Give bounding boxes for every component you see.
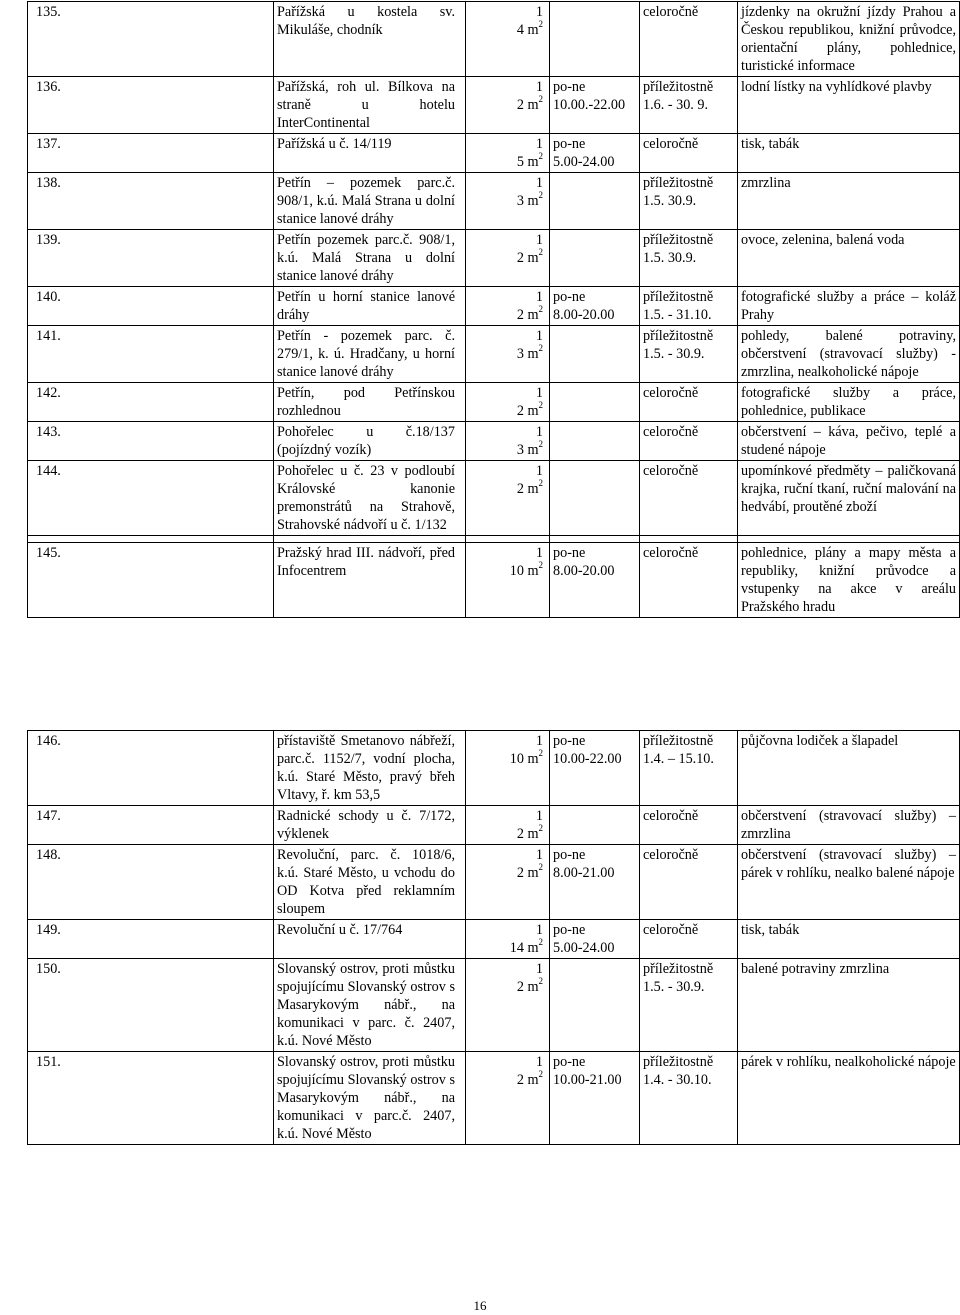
- area-exponent: 2: [538, 190, 543, 201]
- hours-days: po-ne: [553, 289, 586, 305]
- area-cell: [466, 845, 550, 920]
- season-cell: [640, 383, 738, 422]
- goods-description: pohledy, balené potraviny, občerstvení (stravovací služby) - zmrzlina, nealkoholické nápoje: [738, 326, 960, 383]
- area-exponent: 2: [538, 748, 543, 759]
- table-row: [28, 77, 960, 134]
- hours-cell: [550, 920, 640, 959]
- row-number: 135.: [28, 2, 274, 77]
- hours-cell: [550, 806, 640, 845]
- season-type: celoročně: [643, 385, 699, 401]
- hours-time: 10.00.-22.00: [553, 97, 626, 113]
- table-row: [28, 230, 960, 287]
- location-cell: Pohořelec u č.18/137 (pojízdný vozík): [274, 422, 466, 461]
- stands-table-top: [27, 1, 960, 618]
- stand-count: 1: [535, 847, 543, 863]
- season-cell: [640, 287, 738, 326]
- goods-description: tisk, tabák: [738, 920, 960, 959]
- location-cell: Slovanský ostrov, proti můstku spojujícímu Slovanský ostrov s Masarykovým nábř., na komunikaci v parc.č. 2407, k.ú. Nové Město: [274, 1052, 466, 1145]
- goods-description: ovoce, zelenina, balená voda: [738, 230, 960, 287]
- season-type: příležitostně: [643, 1054, 714, 1070]
- location-cell: Slovanský ostrov, proti můstku spojujícímu Slovanský ostrov s Masarykovým nábř., na komunikaci v parc. č. 2407, k.ú. Nové Město: [274, 959, 466, 1052]
- gap-cell: [550, 536, 640, 543]
- stand-count: 1: [535, 328, 543, 344]
- stand-count: 1: [535, 175, 543, 191]
- row-number: 145.: [28, 543, 274, 618]
- hours-days: po-ne: [553, 136, 586, 152]
- area-cell: [466, 2, 550, 77]
- season-dates: 1.5. - 30.9.: [643, 346, 705, 362]
- hours-time: 8.00-20.00: [553, 563, 615, 579]
- area-cell: [466, 461, 550, 536]
- area-cell: [466, 383, 550, 422]
- stand-area: 3 m: [516, 442, 539, 458]
- hours-days: po-ne: [553, 733, 586, 749]
- row-number: 146.: [28, 731, 274, 806]
- area-exponent: 2: [538, 560, 543, 571]
- stand-area: 2 m: [516, 403, 539, 419]
- stand-area: 10 m: [509, 563, 539, 579]
- season-type: celoročně: [643, 922, 699, 938]
- area-cell: [466, 287, 550, 326]
- hours-days: po-ne: [553, 545, 586, 561]
- table-row: [28, 422, 960, 461]
- hours-cell: [550, 173, 640, 230]
- area-cell: [466, 543, 550, 618]
- row-number: 139.: [28, 230, 274, 287]
- goods-description: lodní lístky na vyhlídkové plavby: [738, 77, 960, 134]
- season-type: příležitostně: [643, 79, 714, 95]
- hours-cell: [550, 461, 640, 536]
- stand-area: 14 m: [509, 940, 539, 956]
- gap-cell: [466, 536, 550, 543]
- goods-description: pohlednice, plány a mapy města a republiky, knižní průvodce a vstupenky na akce v areálu Pražského hradu: [738, 543, 960, 618]
- row-number: 150.: [28, 959, 274, 1052]
- season-type: celoročně: [643, 136, 699, 152]
- season-cell: [640, 2, 738, 77]
- area-exponent: 2: [538, 19, 543, 30]
- goods-description: zmrzlina: [738, 173, 960, 230]
- row-number: 141.: [28, 326, 274, 383]
- goods-description: občerstvení (stravovací služby) – zmrzlina: [738, 806, 960, 845]
- stand-area: 2 m: [516, 307, 539, 323]
- hours-cell: [550, 230, 640, 287]
- season-cell: [640, 1052, 738, 1145]
- area-exponent: 2: [538, 151, 543, 162]
- area-exponent: 2: [538, 343, 543, 354]
- area-cell: [466, 1052, 550, 1145]
- area-exponent: 2: [538, 247, 543, 258]
- table-row: [28, 134, 960, 173]
- stand-count: 1: [535, 1054, 543, 1070]
- stand-area: 10 m: [509, 751, 539, 767]
- season-dates: 1.5. 30.9.: [643, 250, 697, 266]
- row-number: 137.: [28, 134, 274, 173]
- area-exponent: 2: [538, 94, 543, 105]
- location-cell: Pařížská u č. 14/119: [274, 134, 466, 173]
- area-cell: [466, 134, 550, 173]
- area-cell: [466, 806, 550, 845]
- area-cell: [466, 920, 550, 959]
- hours-cell: [550, 134, 640, 173]
- hours-days: po-ne: [553, 922, 586, 938]
- row-number: 142.: [28, 383, 274, 422]
- season-dates: 1.5. - 30.9.: [643, 979, 705, 995]
- row-number: 143.: [28, 422, 274, 461]
- season-type: celoročně: [643, 808, 699, 824]
- hours-cell: [550, 326, 640, 383]
- hours-time: 5.00-24.00: [553, 154, 615, 170]
- stand-area: 2 m: [516, 1072, 539, 1088]
- season-type: celoročně: [643, 847, 699, 863]
- gap-cell: [640, 536, 738, 543]
- season-cell: [640, 731, 738, 806]
- season-type: příležitostně: [643, 232, 714, 248]
- season-cell: [640, 134, 738, 173]
- row-number: 148.: [28, 845, 274, 920]
- hours-cell: [550, 383, 640, 422]
- stand-count: 1: [535, 289, 543, 305]
- season-type: příležitostně: [643, 733, 714, 749]
- hours-time: 10.00-22.00: [553, 751, 622, 767]
- season-cell: [640, 806, 738, 845]
- stand-area: 2 m: [516, 97, 539, 113]
- goods-description: občerstvení – káva, pečivo, teplé a studené nápoje: [738, 422, 960, 461]
- area-exponent: 2: [538, 400, 543, 411]
- stand-area: 2 m: [516, 250, 539, 266]
- area-exponent: 2: [538, 976, 543, 987]
- location-cell: Revoluční u č. 17/764: [274, 920, 466, 959]
- row-number: 149.: [28, 920, 274, 959]
- stand-area: 3 m: [516, 346, 539, 362]
- goods-description: balené potraviny zmrzlina: [738, 959, 960, 1052]
- row-number: 147.: [28, 806, 274, 845]
- stand-area: 2 m: [516, 865, 539, 881]
- season-cell: [640, 543, 738, 618]
- area-exponent: 2: [538, 439, 543, 450]
- location-cell: Petřín - pozemek parc. č. 279/1, k. ú. Hradčany, u horní stanice lanové dráhy: [274, 326, 466, 383]
- hours-cell: [550, 287, 640, 326]
- location-cell: Petřín, pod Petřínskou rozhlednou: [274, 383, 466, 422]
- stand-count: 1: [535, 808, 543, 824]
- location-cell: přístaviště Smetanovo nábřeží, parc.č. 1152/7, vodní plocha, k.ú. Staré Město, pravý břeh Vltavy, ř. km 53,5: [274, 731, 466, 806]
- stand-count: 1: [535, 922, 543, 938]
- table-row: [28, 959, 960, 1052]
- season-cell: [640, 920, 738, 959]
- season-cell: [640, 422, 738, 461]
- area-cell: [466, 230, 550, 287]
- gap-cell: [738, 536, 960, 543]
- location-cell: Petřín – pozemek parc.č. 908/1, k.ú. Malá Strana u dolní stanice lanové dráhy: [274, 173, 466, 230]
- hours-time: 10.00-21.00: [553, 1072, 622, 1088]
- goods-description: půjčovna lodiček a šlapadel: [738, 731, 960, 806]
- table-row: [28, 461, 960, 536]
- season-type: příležitostně: [643, 961, 714, 977]
- location-cell: Pařížská, roh ul. Bílkova na straně u hotelu InterContinental: [274, 77, 466, 134]
- area-cell: [466, 422, 550, 461]
- season-cell: [640, 77, 738, 134]
- season-dates: 1.5. 30.9.: [643, 193, 697, 209]
- row-number: 138.: [28, 173, 274, 230]
- season-dates: 1.5. - 31.10.: [643, 307, 712, 323]
- area-cell: [466, 77, 550, 134]
- table-row: [28, 731, 960, 806]
- area-exponent: 2: [538, 478, 543, 489]
- stand-count: 1: [535, 545, 543, 561]
- hours-time: 8.00-21.00: [553, 865, 615, 881]
- table-row: [28, 2, 960, 77]
- season-type: příležitostně: [643, 175, 714, 191]
- stand-count: 1: [535, 79, 543, 95]
- season-cell: [640, 326, 738, 383]
- season-type: celoročně: [643, 4, 699, 20]
- table-row: [28, 1052, 960, 1145]
- table-row: [28, 543, 960, 618]
- hours-days: po-ne: [553, 79, 586, 95]
- hours-time: 8.00-20.00: [553, 307, 615, 323]
- goods-description: upomínkové předměty – paličkovaná krajka, ruční tkaní, ruční malování na hedvábí, proutěné zboží: [738, 461, 960, 536]
- hours-cell: [550, 543, 640, 618]
- area-cell: [466, 173, 550, 230]
- area-exponent: 2: [538, 823, 543, 834]
- hours-days: po-ne: [553, 847, 586, 863]
- area-exponent: 2: [538, 937, 543, 948]
- area-cell: [466, 731, 550, 806]
- location-cell: Petřín pozemek parc.č. 908/1, k.ú. Malá Strana u dolní stanice lanové dráhy: [274, 230, 466, 287]
- location-cell: Radnické schody u č. 7/172, výklenek: [274, 806, 466, 845]
- row-number: 144.: [28, 461, 274, 536]
- season-dates: 1.4. – 15.10.: [643, 751, 714, 767]
- hours-time: 5.00-24.00: [553, 940, 615, 956]
- goods-description: párek v rohlíku, nealkoholické nápoje: [738, 1052, 960, 1145]
- season-cell: [640, 173, 738, 230]
- season-cell: [640, 230, 738, 287]
- season-type: příležitostně: [643, 328, 714, 344]
- hours-cell: [550, 731, 640, 806]
- hours-cell: [550, 1052, 640, 1145]
- table-row: [28, 920, 960, 959]
- row-number: 140.: [28, 287, 274, 326]
- table-row: [28, 287, 960, 326]
- hours-cell: [550, 77, 640, 134]
- stand-area: 2 m: [516, 481, 539, 497]
- gap-cell: [274, 536, 466, 543]
- stand-count: 1: [535, 733, 543, 749]
- stand-area: 2 m: [516, 826, 539, 842]
- season-dates: 1.6. - 30. 9.: [643, 97, 709, 113]
- location-cell: Petřín u horní stanice lanové dráhy: [274, 287, 466, 326]
- goods-description: jízdenky na okružní jízdy Prahou a Českou republikou, knižní průvodce, orientační plány, pohlednice, turistické informace: [738, 2, 960, 77]
- season-type: celoročně: [643, 463, 699, 479]
- season-type: celoročně: [643, 424, 699, 440]
- season-cell: [640, 959, 738, 1052]
- area-exponent: 2: [538, 862, 543, 873]
- area-exponent: 2: [538, 1069, 543, 1080]
- stand-area: 3 m: [516, 193, 539, 209]
- area-cell: [466, 959, 550, 1052]
- season-dates: 1.4. - 30.10.: [643, 1072, 712, 1088]
- table-row: [28, 845, 960, 920]
- location-cell: Pařížská u kostela sv. Mikuláše, chodník: [274, 2, 466, 77]
- goods-description: fotografické služby a práce, pohlednice, publikace: [738, 383, 960, 422]
- table-row: [28, 326, 960, 383]
- hours-cell: [550, 422, 640, 461]
- stand-count: 1: [535, 385, 543, 401]
- table-row: [28, 383, 960, 422]
- hours-cell: [550, 845, 640, 920]
- area-exponent: 2: [538, 304, 543, 315]
- stand-area: 2 m: [516, 979, 539, 995]
- table-row: [28, 173, 960, 230]
- stand-count: 1: [535, 136, 543, 152]
- location-cell: Pražský hrad III. nádvoří, před Infocentrem: [274, 543, 466, 618]
- page-number: 16: [473, 1298, 487, 1313]
- area-cell: [466, 326, 550, 383]
- hours-days: po-ne: [553, 1054, 586, 1070]
- stands-table-bottom: [27, 730, 960, 1145]
- season-type: příležitostně: [643, 289, 714, 305]
- gap-cell: [28, 536, 274, 543]
- goods-description: tisk, tabák: [738, 134, 960, 173]
- hours-cell: [550, 959, 640, 1052]
- season-type: celoročně: [643, 545, 699, 561]
- row-number: 151.: [28, 1052, 274, 1145]
- table-row: [28, 806, 960, 845]
- stand-area: 5 m: [516, 154, 539, 170]
- row-gap: [28, 536, 960, 543]
- goods-description: občerstvení (stravovací služby) – párek v rohlíku, nealko balené nápoje: [738, 845, 960, 920]
- stand-area: 4 m: [516, 22, 539, 38]
- season-cell: [640, 461, 738, 536]
- stand-count: 1: [535, 232, 543, 248]
- goods-description: fotografické služby a práce – koláž Prahy: [738, 287, 960, 326]
- stand-count: 1: [535, 463, 543, 479]
- stand-count: 1: [535, 961, 543, 977]
- season-cell: [640, 845, 738, 920]
- location-cell: Pohořelec u č. 23 v podloubí Královské kanonie premonstrátů na Strahově, Strahovské nádvoří u č. 1/132: [274, 461, 466, 536]
- hours-cell: [550, 2, 640, 77]
- stand-count: 1: [535, 4, 543, 20]
- row-number: 136.: [28, 77, 274, 134]
- location-cell: Revoluční, parc. č. 1018/6, k.ú. Staré Město, u vchodu do OD Kotva před reklamním sloupem: [274, 845, 466, 920]
- stand-count: 1: [535, 424, 543, 440]
